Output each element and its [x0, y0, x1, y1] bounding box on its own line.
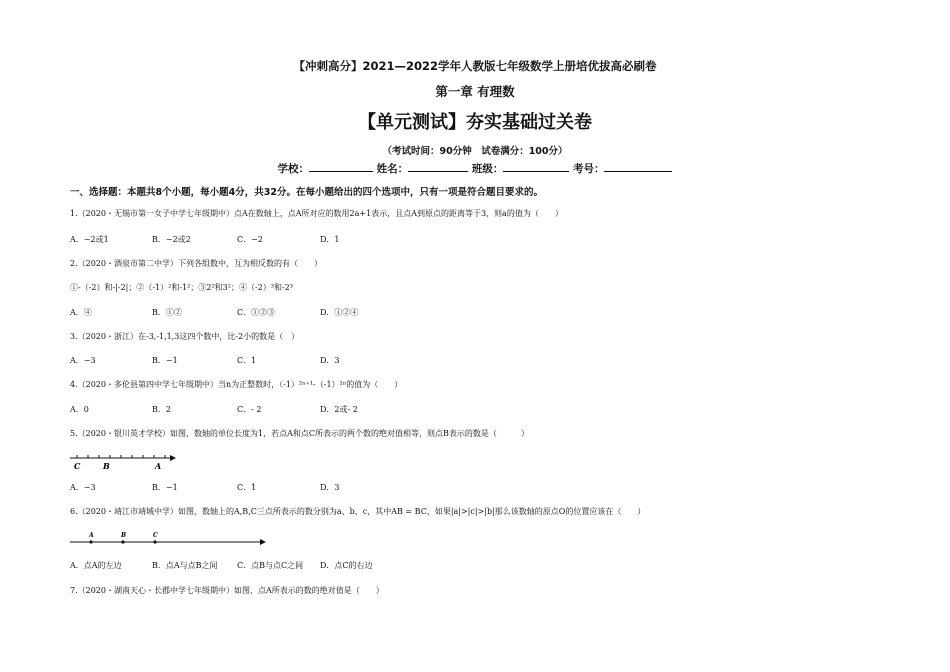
exam-number-blank[interactable]: [604, 161, 672, 172]
question-6-stem: 6.（2020・靖江市靖城中学）如图，数轴上的A,B,C三点所表示的数分别为a、b、c，其中AB = BC，如果|a|>|c|>|b|那么该数轴的原点O的位置应该在（ ）: [70, 507, 646, 516]
question-5-number-line: [70, 452, 178, 472]
question-2-option-d: D．①②④: [320, 308, 359, 317]
section-title: 一、选择题：本题共8个小题，每小题4分，共32分。在每小题给出的四个选项中，只有一项是符合题目要求的。: [70, 187, 543, 198]
point-c: [153, 540, 156, 543]
question-6-option-c: C．点B与点C之间: [237, 561, 304, 570]
question-6-option-a: A．点A的左边: [70, 561, 122, 570]
student-info-fields: [0, 161, 950, 176]
question-3-option-d: D．3: [320, 356, 340, 365]
axis-label-c: C: [153, 532, 158, 539]
question-5-option-d: D．3: [320, 483, 340, 492]
question-1-option-b: B．−2或2: [152, 235, 191, 244]
question-2-option-c: C．①②③: [237, 308, 276, 317]
question-2-substatements: ①-（-2）和-|-2|；②（-1）²和-1²；③2²和3²；④（-2）³和-2³: [70, 283, 293, 292]
axis-label-a: A: [155, 461, 162, 471]
question-5-option-b: B．−1: [152, 483, 178, 492]
point-b: [121, 540, 124, 543]
name-blank[interactable]: [408, 161, 468, 172]
paper-title: 【冲刺高分】2021—2022学年人教版七年级数学上册培优拔高必刷卷: [293, 59, 657, 73]
question-1-option-c: C．−2: [237, 235, 263, 244]
question-1-stem: 1.（2020・无锡市第一女子中学七年级期中）点A在数轴上，点A所对应的数用2a+1表示，且点A到原点的距离等于3，则a的值为（ ）: [70, 209, 563, 218]
question-4-option-b: B．2: [152, 405, 171, 414]
unit-title: 【单元测试】夯实基础过关卷: [358, 112, 592, 133]
question-6-option-d: D．点C的右边: [320, 561, 373, 570]
question-3-option-a: A．−3: [70, 356, 96, 365]
question-4-option-c: C．- 2: [237, 405, 262, 414]
exam-number-label: 考号：: [572, 163, 605, 175]
question-2-option-a: A．④: [70, 308, 92, 317]
question-3-option-c: C．1: [237, 356, 257, 365]
class-label: 班级：: [471, 163, 504, 175]
axis-label-c: C: [74, 461, 81, 471]
question-6-option-b: B．点A与点B之间: [152, 561, 218, 570]
name-label: 姓名：: [376, 163, 409, 175]
question-1-option-a: A．−2或1: [70, 235, 109, 244]
question-1-option-d: D．1: [320, 235, 340, 244]
question-4-option-a: A．0: [70, 405, 89, 414]
question-3-option-b: B．−1: [152, 356, 178, 365]
axis-label-b: B: [121, 532, 127, 539]
question-4-option-d: D．2或- 2: [320, 405, 358, 414]
school-blank[interactable]: [309, 161, 373, 172]
question-5-stem: 5.（2020・银川英才学校）如图，数轴的单位长度为1，若点A和点C所表示的两个数的绝对值相等，则点B表示的数是（ ）: [70, 429, 529, 438]
question-7-stem: 7.（2020・湖南天心・长郡中学七年级期中）如图，点A所表示的数的绝对值是（ ）: [70, 586, 384, 595]
axis-label-a: A: [89, 532, 94, 539]
question-3-stem: 3.（2020・浙江）在-3,-1,1,3这四个数中，比-2小的数是（ ）: [70, 332, 300, 341]
axis-arrow: [260, 539, 266, 545]
question-6-number-line: [70, 528, 270, 548]
question-2-option-b: B．①②: [152, 308, 182, 317]
school-label: 学校：: [277, 163, 310, 175]
exam-info: （考试时间：90分钟 试卷满分：100分）: [382, 146, 568, 157]
question-4-stem: 4.（2020・多伦县第四中学七年级期中）当n为正整数时，（-1）²ⁿ⁺¹-（-1）²ⁿ的值为（ ）: [70, 380, 403, 389]
chapter-title: 第一章 有理数: [435, 84, 515, 99]
axis-arrow: [170, 455, 176, 461]
class-blank[interactable]: [503, 161, 569, 172]
point-a: [89, 540, 92, 543]
question-5-option-a: A．−3: [70, 483, 96, 492]
question-5-option-c: C．1: [237, 483, 257, 492]
axis-label-b: B: [103, 461, 110, 471]
question-2-stem: 2.（2020・酒泉市第二中学）下列各组数中，互为相反数的有（ ）: [70, 259, 322, 268]
